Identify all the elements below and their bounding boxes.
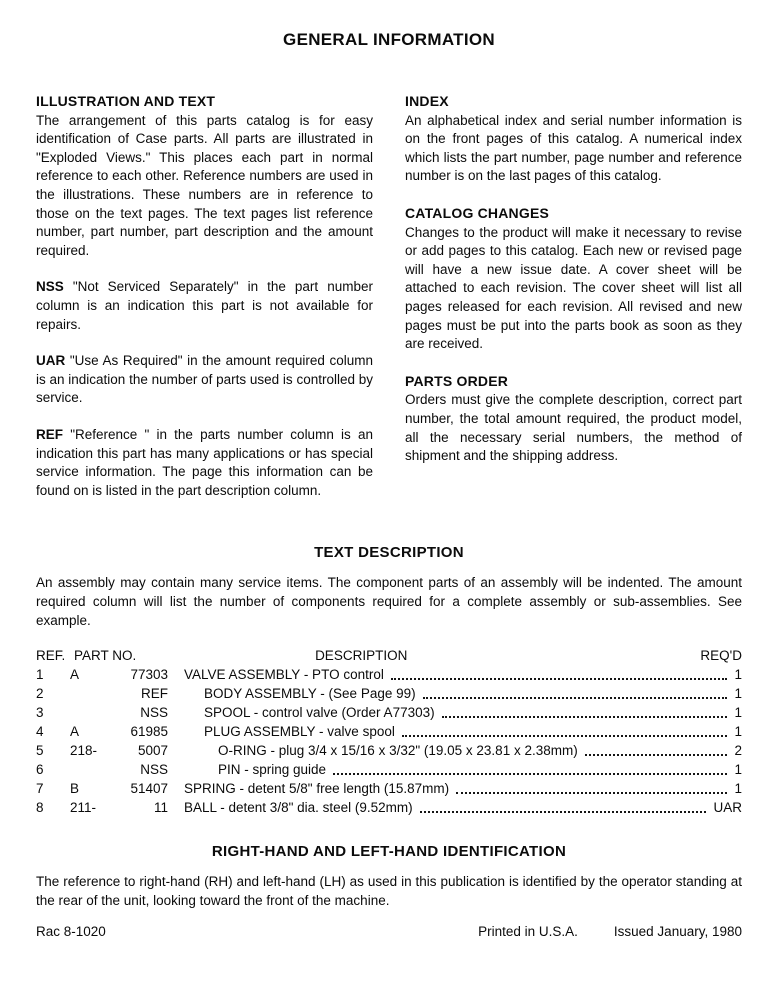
text-description-section (36, 544, 742, 817)
cell-ref: 3 (36, 705, 44, 721)
cell-prefix: 218- (70, 743, 98, 759)
footer-right-group (478, 924, 742, 939)
cell-part-number: 61985 (130, 724, 168, 740)
cell-prefix: B (70, 781, 80, 797)
header-description: DESCRIPTION (315, 648, 408, 664)
section-heading-catalog-changes: CATALOG CHANGES (405, 204, 550, 221)
cell-ref: 7 (36, 781, 44, 797)
cell-part-number: 11 (153, 800, 168, 816)
cell-description: VALVE ASSEMBLY - PTO control (184, 667, 384, 683)
cell-ref: 5 (36, 743, 44, 759)
illustration-intro-paragraph: The arrangement of this parts catalog is for easy identification of Case parts. All parts are illustrated in "Exploded Views." This places each part in normal reference to each other. Reference numbers are used in the illustrations. These numbers are in reference to those on the text pages. The text pages list reference number, part number, part description and the amount required. (36, 112, 373, 258)
cell-reqd: 1 (734, 705, 742, 721)
dot-leader (456, 792, 727, 794)
text-description-intro: An assembly may contain many service items. The component parts of an assembly will be indented. The amount required column will list the number of components required for a complete assembly or sub-assemblies. See example. (36, 575, 742, 629)
term-nss-paragraph (36, 278, 373, 334)
left-column (36, 92, 373, 500)
cell-description: SPOOL - control valve (Order A77303) (204, 705, 435, 721)
cell-part-number: REF (141, 686, 168, 702)
two-column-body (36, 92, 742, 500)
dot-leader (423, 697, 728, 699)
dot-leader (585, 754, 728, 756)
cell-description: PLUG ASSEMBLY - valve spool (204, 724, 395, 740)
cell-part-number: 77303 (130, 667, 168, 683)
term-ref-paragraph (36, 426, 373, 500)
cell-part-number: NSS (140, 705, 168, 721)
section-heading-parts-order: PARTS ORDER (405, 372, 509, 389)
dot-leader (442, 716, 728, 718)
table-row (36, 665, 742, 684)
rh-lh-paragraph: The reference to right-hand (RH) and left-hand (LH) as used in this publication is identified by the operator standing at the rear of the unit, looking toward the front of the machine. (36, 874, 742, 909)
header-ref: REF. (36, 648, 66, 664)
table-header-row (36, 646, 742, 665)
dot-leader (402, 735, 728, 737)
cell-part-number: 51407 (130, 781, 168, 797)
header-reqd: REQ'D (700, 648, 742, 664)
cell-prefix: 211- (70, 800, 97, 816)
cell-ref: 1 (36, 667, 44, 683)
cell-reqd: UAR (713, 800, 742, 816)
cell-description: BALL - detent 3/8" dia. steel (9.52mm) (184, 800, 413, 816)
section-heading-illustration-and-text: ILLUSTRATION AND TEXT (36, 93, 216, 109)
right-column (405, 92, 742, 500)
cell-ref: 8 (36, 800, 44, 816)
term-uar-paragraph (36, 352, 373, 408)
cell-reqd: 1 (734, 781, 742, 797)
cell-ref: 4 (36, 724, 44, 740)
cell-reqd: 1 (734, 724, 742, 740)
cell-part-number: 5007 (137, 743, 168, 759)
cell-description: SPRING - detent 5/8" free length (15.87mm) (184, 781, 450, 797)
table-row (36, 798, 742, 817)
table-row (36, 684, 742, 703)
header-part-no: PART NO. (74, 648, 137, 664)
cell-part-number: NSS (140, 762, 168, 778)
cell-reqd: 1 (734, 667, 742, 683)
cell-description: PIN - spring guide (218, 762, 327, 778)
index-paragraph: An alphabetical index and serial number information is on the front pages of this catalog. A numerical index which lists the part number, page number and reference number is on the last pages of this catalog. (405, 112, 742, 184)
cell-prefix: A (70, 667, 80, 683)
table-row (36, 760, 742, 779)
cell-ref: 6 (36, 762, 44, 778)
term-nss-text: "Not Serviced Separately" in the part number column is an indication this part is not available for repairs. (36, 279, 373, 332)
rh-lh-section (36, 843, 742, 910)
table-row (36, 741, 742, 760)
term-ref-lead: REF (36, 426, 63, 442)
cell-description: BODY ASSEMBLY - (See Page 99) (204, 686, 416, 702)
dot-leader (333, 773, 727, 775)
table-row (36, 703, 742, 722)
term-uar-text: "Use As Required" in the amount required column is an indication the number of parts used is controlled by service. (36, 353, 373, 406)
page-footer (36, 924, 742, 939)
cell-description: O-RING - plug 3/4 x 15/16 x 3/32" (19.05 x 23.81 x 2.38mm) (218, 743, 578, 759)
example-parts-table (36, 646, 742, 817)
table-row (36, 722, 742, 741)
dot-leader (391, 678, 728, 680)
term-uar-lead: UAR (36, 353, 66, 369)
cell-reqd: 1 (734, 762, 742, 778)
catalog-changes-paragraph: Changes to the product will make it necessary to revise or add pages to this catalog. Each new or revised page will have a new issue date. A cover sheet will be attached to each revision. The cover sheet will list all pages released for each revision. All revised and new pages must be put into the parts book as soon as they are received. (405, 224, 742, 352)
footer-issue-date: Issued January, 1980 (613, 924, 742, 940)
cell-reqd: 2 (734, 743, 742, 759)
cell-reqd: 1 (734, 686, 742, 702)
cell-ref: 2 (36, 686, 44, 702)
text-description-heading: TEXT DESCRIPTION (314, 544, 464, 562)
footer-printed-in: Printed in U.S.A. (478, 924, 578, 940)
term-ref-text: "Reference " in the parts number column is an indication this part has many applications or has special service information. The page this information can be found on is listed in the part description column. (36, 426, 373, 498)
section-heading-index: INDEX (405, 93, 449, 109)
parts-order-paragraph: Orders must give the complete description, correct part number, the total amount required, the product model, all the necessary serial numbers, the method of shipment and the shipping address. (405, 392, 742, 464)
footer-doc-number: Rac 8-1020 (36, 924, 106, 940)
rh-lh-heading: RIGHT-HAND AND LEFT-HAND IDENTIFICATION (211, 843, 567, 861)
page-title: GENERAL INFORMATION (283, 30, 495, 49)
table-row (36, 779, 742, 798)
cell-prefix: A (70, 724, 80, 740)
dot-leader (420, 811, 707, 813)
term-nss-lead: NSS (36, 279, 64, 295)
